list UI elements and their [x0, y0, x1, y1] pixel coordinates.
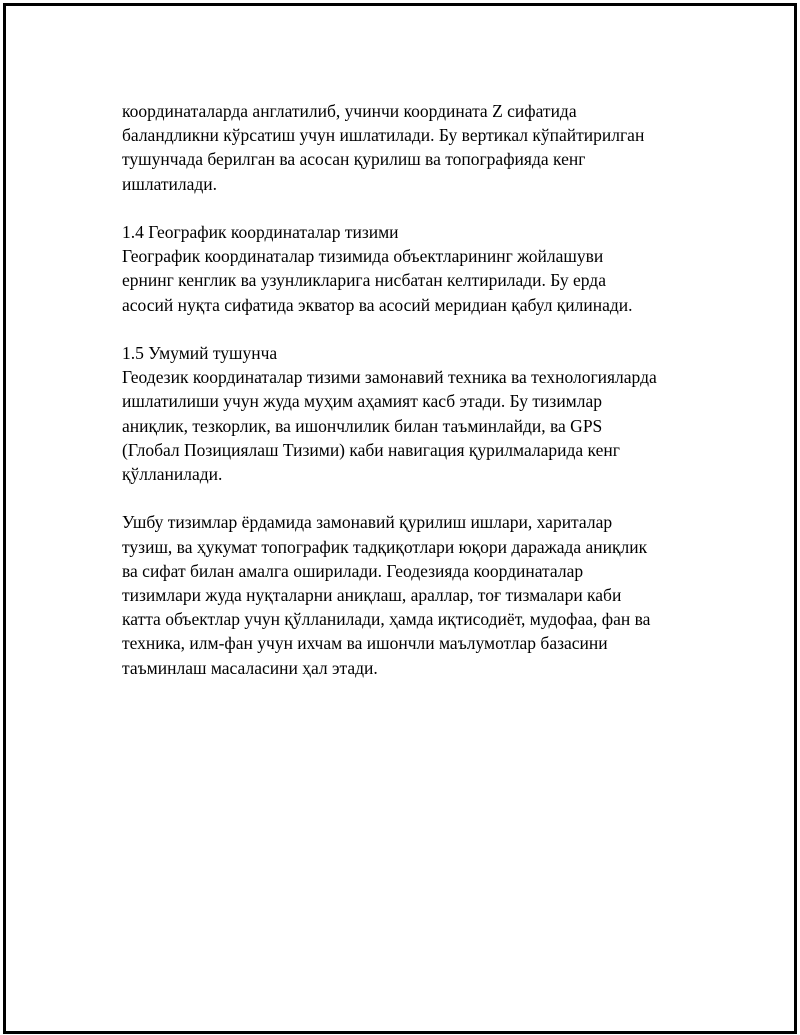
text-line: (Глобал Позициялаш Тизими) каби навигация қурилмаларида кенг	[122, 439, 620, 460]
text-line: ишлатилиши учун жуда муҳим аҳамият касб этади. Бу тизимлар	[122, 391, 603, 412]
text-line: баландликни кўрсатиш учун ишлатилади. Бу вертикал кўпайтирилган	[122, 125, 645, 146]
text-line: Геодезик координаталар тизими замонавий техника ва технологияларда	[122, 367, 657, 388]
section-geographic-coordinates	[122, 220, 702, 317]
text-line: асосий нуқта сифатида экватор ва асосий меридиан қабул қилинади.	[122, 294, 633, 315]
document-page	[3, 3, 797, 1034]
text-line: техника, илм-фан учун ихчам ва ишончли маълумотлар базасини	[122, 633, 608, 654]
text-line: Ушбу тизимлар ёрдамида замонавий қурилиш ишлари, хариталар	[122, 512, 613, 533]
paragraph-coordinates-intro	[122, 99, 702, 196]
section-heading: 1.5 Умумий тушунча	[122, 343, 278, 363]
paragraph-applications	[122, 510, 702, 679]
text-line: тузиш, ва ҳукумат топографик тадқиқотлари юқори даражада аниқлик	[122, 536, 648, 557]
text-line: ернинг кенглик ва узунликларига нисбатан келтирилади. Бу ерда	[122, 270, 606, 291]
document-body	[122, 99, 702, 704]
text-line: тизимлари жуда нуқталарни аниқлаш, араллар, тоғ тизмалари каби	[122, 585, 622, 606]
section-heading: 1.4 Географик координаталар тизими	[122, 222, 399, 242]
text-line: координаталарда англатилиб, учинчи координата Z сифатида	[122, 101, 577, 121]
text-line: ишлатилади.	[122, 173, 218, 194]
text-line: тушунчада берилган ва асосан қурилиш ва топографияда кенг	[122, 149, 586, 170]
text-line: таъминлаш масаласини ҳал этади.	[122, 657, 378, 678]
text-line: ва сифат билан амалга оширилади. Геодезияда координаталар	[122, 560, 584, 581]
text-line: Географик координаталар тизимида объектларининг жойлашуви	[122, 246, 604, 267]
text-line: аниқлик, тезкорлик, ва ишончлилик билан таъминлайди, ва GPS	[122, 415, 603, 436]
section-general-concept	[122, 341, 702, 486]
text-line: катта объектлар учун қўлланилади, ҳамда иқтисодиёт, мудофаа, фан ва	[122, 609, 651, 630]
text-line: қўлланилади.	[122, 464, 223, 485]
